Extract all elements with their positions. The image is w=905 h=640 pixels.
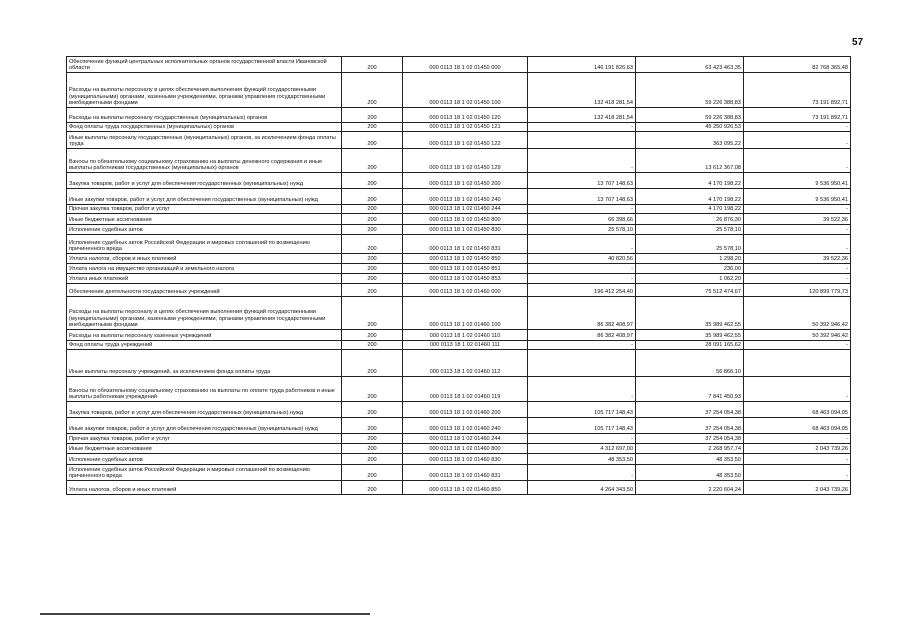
row-code-cell: 200: [342, 284, 403, 297]
row-unexecuted-cell: 2 043 739,26: [744, 444, 851, 454]
row-unexecuted-cell: 68 463 094,05: [744, 402, 851, 418]
row-classification-cell: 000 0113 18 1 02 01460 240: [403, 418, 528, 434]
row-name-cell: Исполнение судебных актов Российской Федерации и мировых соглашений по возмещению причиненного вреда: [67, 235, 342, 254]
row-unexecuted-cell: -: [744, 454, 851, 465]
row-name-cell: Уплата налогов, сборов и иных платежей: [67, 481, 342, 495]
row-executed-cell: 363 095,22: [636, 132, 744, 149]
table-row: [67, 132, 851, 149]
row-name-cell: Уплата иных платежей: [67, 274, 342, 284]
row-name-cell: Иные выплаты персоналу государственных (муниципальных) органов, за исключением фонда оплаты труда: [67, 132, 342, 149]
row-approved-cell: 105 717 148,43: [528, 418, 636, 434]
row-unexecuted-cell: 50 392 946,42: [744, 330, 851, 341]
row-executed-cell: 25 578,10: [636, 235, 744, 254]
table-row: [67, 173, 851, 189]
row-code-cell: 200: [342, 418, 403, 434]
table-row: [67, 214, 851, 225]
table-row: [67, 284, 851, 297]
table-row: [67, 465, 851, 481]
row-unexecuted-cell: -: [744, 149, 851, 173]
row-approved-cell: 25 578,10: [528, 225, 636, 235]
row-approved-cell: 86 382 408,97: [528, 297, 636, 330]
row-executed-cell: 4 170 198,22: [636, 173, 744, 189]
row-name-cell: Уплата налога на имущество организаций и земельного налога: [67, 264, 342, 274]
row-approved-cell: -: [528, 264, 636, 274]
row-classification-cell: 000 0113 18 1 02 01450 121: [403, 123, 528, 132]
row-executed-cell: 4 170 198,22: [636, 205, 744, 214]
row-classification-cell: 000 0113 18 1 02 01460 831: [403, 465, 528, 481]
row-name-cell: Исполнение судебных актов: [67, 225, 342, 235]
row-executed-cell: 37 254 054,38: [636, 434, 744, 444]
table-row: [67, 235, 851, 254]
row-approved-cell: 4 312 697,00: [528, 444, 636, 454]
row-unexecuted-cell: 2 043 739,26: [744, 481, 851, 495]
row-unexecuted-cell: 73 191 892,71: [744, 108, 851, 123]
row-classification-cell: 000 0113 18 1 02 01450 800: [403, 214, 528, 225]
row-executed-cell: 7 841 450,93: [636, 377, 744, 402]
row-classification-cell: 000 0113 18 1 02 01450 240: [403, 189, 528, 205]
row-code-cell: 200: [342, 330, 403, 341]
row-code-cell: 200: [342, 235, 403, 254]
table-row: [67, 350, 851, 377]
row-classification-cell: 000 0113 18 1 02 01450 100: [403, 73, 528, 108]
row-unexecuted-cell: -: [744, 123, 851, 132]
row-code-cell: 200: [342, 297, 403, 330]
row-name-cell: Обеспечение деятельности государственных учреждений: [67, 284, 342, 297]
row-approved-cell: 105 717 148,43: [528, 402, 636, 418]
row-name-cell: Фонд оплаты труда государственных (муниципальных) органов: [67, 123, 342, 132]
footer-divider: [40, 613, 370, 615]
row-code-cell: 200: [342, 189, 403, 205]
row-approved-cell: -: [528, 377, 636, 402]
row-classification-cell: 000 0113 18 1 02 01450 244: [403, 205, 528, 214]
row-approved-cell: [528, 350, 636, 377]
row-unexecuted-cell: -: [744, 465, 851, 481]
row-unexecuted-cell: -: [744, 274, 851, 284]
row-classification-cell: 000 0113 18 1 02 01460 100: [403, 297, 528, 330]
row-approved-cell: 196 412 254,40: [528, 284, 636, 297]
table-row: [67, 434, 851, 444]
row-code-cell: 200: [342, 444, 403, 454]
table-row: [67, 341, 851, 350]
row-name-cell: Расходы на выплаты персоналу государственных (муниципальных) органов: [67, 108, 342, 123]
row-executed-cell: 48 353,50: [636, 454, 744, 465]
row-name-cell: Взносы по обязательному социальному страхованию на выплаты денежного содержания и иные выплаты работникам государственных (муниципальных) органов: [67, 149, 342, 173]
row-approved-cell: [528, 132, 636, 149]
row-executed-cell: 25 578,10: [636, 225, 744, 235]
row-unexecuted-cell: 82 768 365,48: [744, 57, 851, 73]
row-code-cell: 200: [342, 434, 403, 444]
row-name-cell: Исполнение судебных актов Российской Федерации и мировых соглашений по возмещению причиненного вреда: [67, 465, 342, 481]
row-unexecuted-cell: -: [744, 132, 851, 149]
row-approved-cell: -: [528, 434, 636, 444]
row-name-cell: Прочая закупка товаров, работ и услуг: [67, 205, 342, 214]
row-executed-cell: 2 268 957,74: [636, 444, 744, 454]
row-executed-cell: 26 876,30: [636, 214, 744, 225]
row-executed-cell: 1 062,20: [636, 274, 744, 284]
row-executed-cell: 28 091 165,62: [636, 341, 744, 350]
row-executed-cell: 35 989 462,55: [636, 297, 744, 330]
row-name-cell: Иные бюджетные ассигнования: [67, 444, 342, 454]
row-approved-cell: 4 264 343,50: [528, 481, 636, 495]
row-approved-cell: 13 707 148,63: [528, 189, 636, 205]
row-approved-cell: -: [528, 235, 636, 254]
table-row: [67, 444, 851, 454]
row-classification-cell: 000 0113 18 1 02 01460 110: [403, 330, 528, 341]
row-name-cell: Закупка товаров, работ и услуг для обеспечения государственных (муниципальных) нужд: [67, 402, 342, 418]
row-classification-cell: 000 0113 18 1 02 01450 200: [403, 173, 528, 189]
row-name-cell: Прочая закупка товаров, работ и услуг: [67, 434, 342, 444]
row-code-cell: 200: [342, 149, 403, 173]
table-body: [67, 57, 851, 495]
table-row: [67, 481, 851, 495]
row-classification-cell: 000 0113 18 1 02 01450 120: [403, 108, 528, 123]
row-approved-cell: -: [528, 465, 636, 481]
table-row: [67, 330, 851, 341]
row-name-cell: Иные закупки товаров, работ и услуг для обеспечения государственных (муниципальных) нужд: [67, 418, 342, 434]
row-unexecuted-cell: -: [744, 225, 851, 235]
table-row: [67, 149, 851, 173]
row-code-cell: 200: [342, 481, 403, 495]
table-row: [67, 377, 851, 402]
row-name-cell: Расходы на выплаты персоналу казенных учреждений: [67, 330, 342, 341]
table-row: [67, 418, 851, 434]
row-classification-cell: 000 0113 18 1 02 01460 850: [403, 481, 528, 495]
row-name-cell: Расходы на выплаты персоналу в целях обеспечения выполнения функций государственными (муниципальными) органами, казенными учреждениями, органами управления государственными внебюджетными фондами: [67, 73, 342, 108]
row-classification-cell: 000 0113 18 1 02 01450 122: [403, 132, 528, 149]
table-row: [67, 225, 851, 235]
row-name-cell: Расходы на выплаты персоналу в целях обеспечения выполнения функций государственными (муниципальными) органами, казенными учреждениями, органами управления государственными внебюджетными фондами: [67, 297, 342, 330]
row-code-cell: 200: [342, 377, 403, 402]
table-row: [67, 57, 851, 73]
row-executed-cell: 56 866,10: [636, 350, 744, 377]
row-approved-cell: 66 398,66: [528, 214, 636, 225]
page-number: 57: [852, 37, 864, 48]
table-row: [67, 73, 851, 108]
row-executed-cell: 37 254 054,38: [636, 402, 744, 418]
row-code-cell: 200: [342, 264, 403, 274]
row-classification-cell: 000 0113 18 1 02 01460 119: [403, 377, 528, 402]
row-unexecuted-cell: [744, 350, 851, 377]
row-approved-cell: -: [528, 274, 636, 284]
row-code-cell: 200: [342, 341, 403, 350]
row-code-cell: 200: [342, 57, 403, 73]
row-code-cell: 200: [342, 454, 403, 465]
row-classification-cell: 000 0113 18 1 02 01450 000: [403, 57, 528, 73]
row-classification-cell: 000 0113 18 1 02 01450 830: [403, 225, 528, 235]
row-code-cell: 200: [342, 205, 403, 214]
row-unexecuted-cell: 50 392 946,42: [744, 297, 851, 330]
row-code-cell: 200: [342, 274, 403, 284]
row-approved-cell: 48 353,50: [528, 454, 636, 465]
row-approved-cell: 146 191 826,63: [528, 57, 636, 73]
row-unexecuted-cell: -: [744, 235, 851, 254]
table-row: [67, 454, 851, 465]
row-code-cell: 200: [342, 214, 403, 225]
row-executed-cell: 35 989 462,55: [636, 330, 744, 341]
row-classification-cell: 000 0113 18 1 02 01460 830: [403, 454, 528, 465]
table-row: [67, 123, 851, 132]
row-unexecuted-cell: 39 522,36: [744, 254, 851, 264]
row-executed-cell: 1 298,20: [636, 254, 744, 264]
row-unexecuted-cell: -: [744, 205, 851, 214]
table-row: [67, 254, 851, 264]
row-code-cell: 200: [342, 402, 403, 418]
row-executed-cell: 59 226 388,83: [636, 108, 744, 123]
table-row: [67, 205, 851, 214]
row-name-cell: Иные бюджетные ассигнования: [67, 214, 342, 225]
row-executed-cell: 63 423 463,35: [636, 57, 744, 73]
row-approved-cell: -: [528, 205, 636, 214]
row-approved-cell: -: [528, 341, 636, 350]
row-code-cell: 200: [342, 465, 403, 481]
row-approved-cell: 13 707 148,63: [528, 173, 636, 189]
row-name-cell: Фонд оплаты труда учреждений: [67, 341, 342, 350]
row-executed-cell: 48 353,50: [636, 465, 744, 481]
row-classification-cell: 000 0113 18 1 02 01450 129: [403, 149, 528, 173]
row-approved-cell: -: [528, 149, 636, 173]
budget-execution-table: [66, 56, 851, 495]
row-classification-cell: 000 0113 18 1 02 01450 851: [403, 264, 528, 274]
row-executed-cell: 45 250 926,53: [636, 123, 744, 132]
row-code-cell: 200: [342, 225, 403, 235]
row-name-cell: Иные закупки товаров, работ и услуг для обеспечения государственных (муниципальных) нужд: [67, 189, 342, 205]
row-approved-cell: 40 820,56: [528, 254, 636, 264]
row-unexecuted-cell: 9 536 950,41: [744, 189, 851, 205]
row-code-cell: 200: [342, 108, 403, 123]
row-classification-cell: 000 0113 18 1 02 01450 853: [403, 274, 528, 284]
row-classification-cell: 000 0113 18 1 02 01460 244: [403, 434, 528, 444]
row-unexecuted-cell: 73 191 892,71: [744, 73, 851, 108]
row-classification-cell: 000 0113 18 1 02 01460 000: [403, 284, 528, 297]
row-classification-cell: 000 0113 18 1 02 01450 850: [403, 254, 528, 264]
table-row: [67, 297, 851, 330]
row-name-cell: Исполнение судебных актов: [67, 454, 342, 465]
row-executed-cell: 75 512 474,67: [636, 284, 744, 297]
row-code-cell: 200: [342, 254, 403, 264]
row-code-cell: 200: [342, 132, 403, 149]
row-code-cell: 200: [342, 123, 403, 132]
row-executed-cell: 13 612 367,08: [636, 149, 744, 173]
row-classification-cell: 000 0113 18 1 02 01460 112: [403, 350, 528, 377]
row-unexecuted-cell: -: [744, 264, 851, 274]
row-executed-cell: 37 254 054,38: [636, 418, 744, 434]
table-row: [67, 108, 851, 123]
row-approved-cell: -: [528, 123, 636, 132]
row-classification-cell: 000 0113 18 1 02 01460 200: [403, 402, 528, 418]
row-approved-cell: 132 418 281,54: [528, 73, 636, 108]
row-name-cell: Закупка товаров, работ и услуг для обеспечения государственных (муниципальных) нужд: [67, 173, 342, 189]
row-approved-cell: 86 382 408,97: [528, 330, 636, 341]
row-name-cell: Обеспечение функций центральных исполнительных органов государственной власти Ивановской области: [67, 57, 342, 73]
row-name-cell: Уплата налогов, сборов и иных платежей: [67, 254, 342, 264]
row-code-cell: 200: [342, 173, 403, 189]
row-unexecuted-cell: 120 899 779,73: [744, 284, 851, 297]
row-unexecuted-cell: 39 522,36: [744, 214, 851, 225]
table-row: [67, 402, 851, 418]
row-executed-cell: 2 220 604,24: [636, 481, 744, 495]
row-classification-cell: 000 0113 18 1 02 01460 111: [403, 341, 528, 350]
row-classification-cell: 000 0113 18 1 02 01450 831: [403, 235, 528, 254]
row-executed-cell: 236,00: [636, 264, 744, 274]
row-approved-cell: 132 418 281,54: [528, 108, 636, 123]
table-row: [67, 189, 851, 205]
row-unexecuted-cell: -: [744, 434, 851, 444]
row-name-cell: Иные выплаты персоналу учреждений, за исключением фонда оплаты труда: [67, 350, 342, 377]
row-executed-cell: 4 170 198,22: [636, 189, 744, 205]
row-name-cell: Взносы по обязательному социальному страхованию на выплаты по оплате труда работников и иные выплаты работникам учреждений: [67, 377, 342, 402]
row-unexecuted-cell: 9 536 950,41: [744, 173, 851, 189]
row-unexecuted-cell: 68 463 094,05: [744, 418, 851, 434]
row-code-cell: 200: [342, 350, 403, 377]
table-row: [67, 264, 851, 274]
row-unexecuted-cell: -: [744, 377, 851, 402]
row-code-cell: 200: [342, 73, 403, 108]
row-unexecuted-cell: -: [744, 341, 851, 350]
row-executed-cell: 59 226 388,83: [636, 73, 744, 108]
table-row: [67, 274, 851, 284]
row-classification-cell: 000 0113 18 1 02 01460 800: [403, 444, 528, 454]
